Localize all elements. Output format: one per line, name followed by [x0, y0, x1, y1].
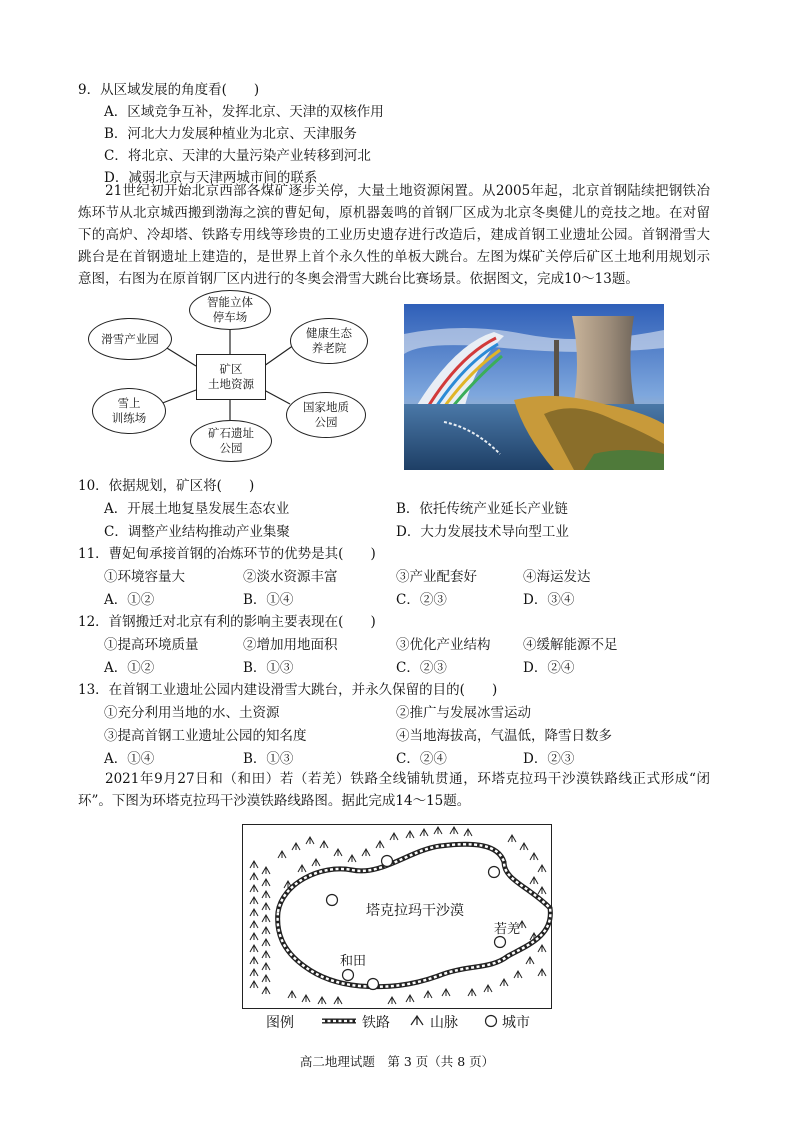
diagram-node-snow-training: 雪上 训练场 — [92, 388, 166, 434]
q11-option-a: A．①② — [104, 592, 155, 608]
mountain-symbol — [508, 835, 516, 842]
q9-stem: 9．从区域发展的角度看( ) — [78, 82, 260, 98]
legend-title: 图例 — [266, 1015, 294, 1031]
q11-item-3: ③产业配套好 — [396, 569, 477, 585]
mountain-symbol — [312, 859, 320, 866]
q13-item-1: ①充分利用当地的水、土资源 — [104, 705, 280, 721]
mountain-symbol — [262, 927, 270, 934]
mountain-symbol — [298, 865, 306, 872]
diagram-center-mine-land: 矿区 土地资源 — [196, 354, 266, 400]
q13-item-3: ③提高首钢工业遗址公园的知名度 — [104, 728, 307, 744]
mountain-symbol — [250, 909, 258, 916]
q12-item-1: ①提高环境质量 — [104, 637, 199, 653]
q9-option-d: D．减弱北京与天津两城市间的联系 — [104, 170, 318, 186]
mountain-symbol — [250, 897, 258, 904]
material-railway: 2021年9月27日和（和田）若（若羌）铁路全线铺轨贯通，环塔克拉玛干沙漠铁路线正式形成“闭环”。下图为环塔克拉玛干沙漠铁路线路图。据此完成14～15题。 — [78, 771, 710, 809]
diagram-node-eldercare: 健康生态 养老院 — [290, 318, 368, 364]
mountain-symbol — [278, 851, 286, 858]
diagram-node-geopark: 国家地质 公园 — [286, 392, 366, 438]
mountain-symbol — [250, 981, 258, 988]
q11-item-1: ①环境容量大 — [104, 569, 185, 585]
q10-option-c: C．调整产业结构推动产业集聚 — [104, 524, 290, 540]
map-label-hotan: 和田 — [340, 954, 367, 969]
mountain-symbol — [514, 971, 522, 978]
mountain-symbol — [434, 827, 442, 834]
q10-option-a: A．开展土地复垦发展生态农业 — [104, 501, 290, 517]
q11-option-c: C．②③ — [396, 592, 447, 608]
material-shougang: 21世纪初开始北京西部各煤矿逐步关停，大量土地资源闲置。从2005年起，北京首钢陆续把钢铁冶炼环节从北京城西搬到渤海之滨的曹妃甸，原机器轰鸣的首钢厂区成为北京冬奥健儿的竞技之地。在对留下的高炉、冷却塔、铁路专用线等珍贵的工业历史遗存进行改造后，建成首钢工业遗址公园。首钢滑雪大跳台是在首钢遗址上建造的，是世界上首个永久性的单板大跳台。左图为煤矿关停后矿区土地利用规划示意图，右图为在原首钢厂区内进行的冬奥会滑雪大跳台比赛场景。依据图文，完成10～13题。 — [78, 183, 710, 287]
mountain-symbol — [262, 915, 270, 922]
q11-option-b: B．①④ — [243, 592, 294, 608]
mountain-symbol — [262, 879, 270, 886]
legend-mountain: 山脉 — [430, 1015, 458, 1031]
mountain-symbol — [250, 873, 258, 880]
mountain-symbol — [250, 945, 258, 952]
q11-option-d: D．③④ — [523, 592, 575, 608]
mountain-symbol — [500, 979, 508, 986]
mountain-symbol — [538, 945, 546, 952]
mountain-symbol — [250, 933, 258, 940]
q12-stem: 12．首钢搬迁对北京有利的影响主要表现在( ) — [78, 614, 376, 630]
mountain-symbol — [288, 991, 296, 998]
mountain-symbol — [262, 975, 270, 982]
mountain-symbol — [262, 987, 270, 994]
mountain-symbol — [334, 997, 342, 1004]
city-marker — [327, 895, 338, 906]
q12-item-3: ③优化产业结构 — [396, 637, 491, 653]
mountain-symbol — [334, 849, 342, 856]
mountain-symbol — [450, 827, 458, 834]
q13-option-c: C．②④ — [396, 751, 447, 767]
city-legend-icon — [484, 1014, 498, 1028]
mountain-symbol — [424, 991, 432, 998]
mountain-symbol — [538, 865, 546, 872]
q10-stem: 10．依据规划，矿区将( ) — [78, 478, 255, 494]
mountain-symbol — [318, 997, 326, 1004]
legend-railway: 铁路 — [362, 1015, 390, 1031]
mountain-symbol — [538, 887, 546, 894]
q12-option-b: B．①③ — [243, 660, 294, 676]
mountain-symbol — [406, 831, 414, 838]
mountain-symbol — [420, 829, 428, 836]
railway-legend-icon — [322, 1016, 356, 1026]
map-label-ruoqiang: 若羌 — [494, 922, 521, 937]
mountain-symbol — [406, 995, 414, 1002]
mountain-symbol — [250, 885, 258, 892]
page-footer: 高二地理试题 第 3 页（共 8 页） — [299, 1054, 495, 1069]
mountain-symbol — [250, 969, 258, 976]
q12-item-4: ④缓解能源不足 — [523, 637, 618, 653]
q11-item-4: ④海运发达 — [523, 569, 591, 585]
city-marker — [489, 867, 500, 878]
mountain-symbol — [302, 995, 310, 1002]
mountain-symbol — [390, 833, 398, 840]
mountain-symbol — [320, 841, 328, 848]
city-marker — [382, 856, 393, 867]
q11-item-2: ②淡水资源丰富 — [243, 569, 338, 585]
mountain-symbol — [262, 903, 270, 910]
q13-option-b: B．①③ — [243, 751, 294, 767]
mountain-symbol — [262, 951, 270, 958]
diagram-node-ore-heritage-park: 矿石遗址 公园 — [190, 420, 272, 462]
city-marker-hotan — [343, 970, 354, 981]
q11-stem: 11．曹妃甸承接首钢的冶炼环节的优势是其( ) — [78, 546, 376, 562]
mountain-symbol — [262, 939, 270, 946]
q13-item-4: ④当地海拔高，气温低，降雪日数多 — [396, 728, 612, 744]
q12-option-c: C．②③ — [396, 660, 447, 676]
mountain-symbol — [388, 997, 396, 1004]
map-label-desert: 塔克拉玛干沙漠 — [366, 903, 464, 919]
mountain-symbol — [262, 963, 270, 970]
city-marker-ruoqiang — [495, 937, 506, 948]
mountain-symbol — [468, 989, 476, 996]
mountain-symbol — [348, 855, 356, 862]
mountain-symbol — [292, 843, 300, 850]
q12-option-a: A．①② — [104, 660, 155, 676]
city-marker — [368, 979, 379, 990]
mountain-symbol — [376, 841, 384, 848]
mountain-legend-icon — [410, 1014, 424, 1026]
diagram-node-ski-industry-park: 滑雪产业园 — [88, 318, 172, 360]
mountain-symbol — [484, 985, 492, 992]
mountain-symbol — [530, 853, 538, 860]
mountain-symbol — [526, 957, 534, 964]
q13-item-2: ②推广与发展冰雪运动 — [396, 705, 531, 721]
mountain-symbol — [464, 829, 472, 836]
mountain-symbol — [250, 861, 258, 868]
q9-option-b: B．河北大力发展种植业为北京、天津服务 — [104, 126, 357, 142]
q13-option-a: A．①④ — [104, 751, 155, 767]
q10-option-b: B．依托传统产业延长产业链 — [396, 501, 568, 517]
mountain-symbol — [530, 877, 538, 884]
mountain-symbol — [520, 843, 528, 850]
q9-option-c: C．将北京、天津的大量污染产业转移到河北 — [104, 148, 371, 164]
mountain-symbol — [442, 989, 450, 996]
mountain-symbol — [262, 891, 270, 898]
big-air-photo — [404, 304, 664, 470]
legend-city: 城市 — [502, 1015, 530, 1031]
q10-option-d: D．大力发展技术导向型工业 — [396, 524, 569, 540]
mountain-symbol — [250, 957, 258, 964]
mountain-symbol — [262, 867, 270, 874]
q12-option-d: D．②④ — [523, 660, 575, 676]
mountain-symbol — [306, 837, 314, 844]
mountain-symbol — [362, 849, 370, 856]
diagram-node-smart-parking: 智能立体 停车场 — [189, 290, 271, 330]
mountain-symbol — [250, 921, 258, 928]
q9-option-a: A．区域竞争互补，发挥北京、天津的双核作用 — [104, 104, 384, 120]
mountain-symbol — [538, 969, 546, 976]
q13-option-d: D．②③ — [523, 751, 575, 767]
q13-stem: 13．在首钢工业遗址公园内建设滑雪大跳台，并永久保留的目的( ) — [78, 682, 498, 698]
q12-item-2: ②增加用地面积 — [243, 637, 338, 653]
